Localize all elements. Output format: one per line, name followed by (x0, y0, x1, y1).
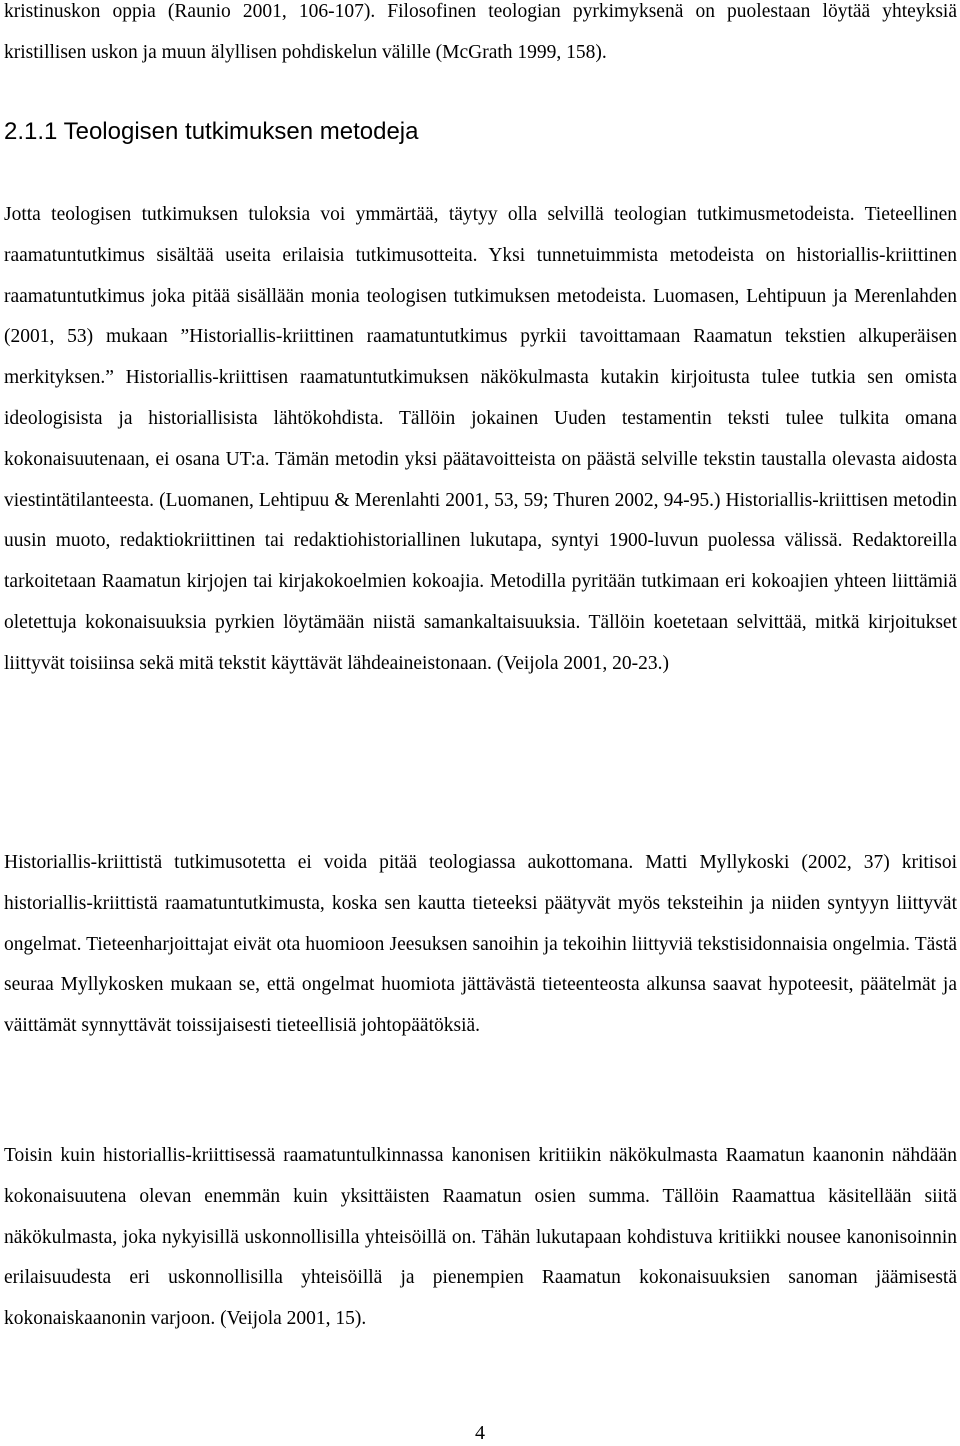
intro-paragraph: kristinuskon oppia (Raunio 2001, 106-107). Filosofinen teologian pyrkimyksenä on puolestaan löytää yhteyksiä kristillisen uskon ja muun älyllisen pohdiskelun välille (McGrath 1999, 158). (4, 1, 957, 63)
body-paragraph-methods: Jotta teologisen tutkimuksen tuloksia voi ymmärtää, täytyy olla selvillä teologian tutkimusmetodeista. Tieteellinen raamatuntutkimus sisältää useita erilaisia tutkimusotteita. Yksi tunnetuimmista metodeista on historiallis-kriittinen raamatuntutkimus joka pitää sisällään monia teologisen tutkimuksen metodeista. Luomasen, Lehtipuun ja Merenlahden (2001, 53) mukaan ”Historiallis-kriittinen raamatuntutkimus pyrkii tavoittamaan Raamatun tekstien alkuperäisen merkityksen.” Historiallis-kriittisen raamatuntutkimuksen näkökulmasta kutakin kirjoitusta tulee tutkia sen omista ideologisista ja historiallisista lähtökohdista. Tällöin jokainen Uuden testamentin teksti tulee tulkita omana kokonaisuutenaan, ei osana UT:a. Tämän metodin yksi päätavoitteista on päästä selville tekstin taustalla olevasta aidosta viestintätilanteesta. (Luomanen, Lehtipuu & Merenlahti 2001, 53, 59; Thuren 2002, 94-95.) Historiallis-kriittisen metodin uusin muoto, redaktiokriittinen tai redaktiohistoriallinen lukutapa, syntyi 1900-luvun puolessa välissä. Redaktoreilla tarkoitetaan Raamatun kirjojen tai kirjakokoelmien kokoajia. Metodilla pyritään tutkimaan eri kokoajien yhteen liittämiä oletettuja kokonaisuuksia pyrkien löytämään niistä samankaltaisuuksia. Tällöin koetetaan selvittää, mitkä kirjoitukset liittyvät toisiinsa sekä mitä tekstit käyttävät lähdeaineistonaan. (Veijola 2001, 20-23.) (4, 204, 957, 674)
section-heading: 2.1.1 Teologisen tutkimuksen metodeja (4, 118, 419, 145)
body-paragraph-critique: Historiallis-kriittistä tutkimusotetta ei voida pitää teologiassa aukottomana. Matti Myllykoski (2002, 37) kritisoi historiallis-kriittistä raamatuntutkimusta, koska sen kautta tieteeksi päätyvät myös teksteihin ja niiden syntyyn liittyvät ongelmat. Tieteenharjoittajat eivät ota huomioon Jeesuksen sanoihin ja tekoihin liittyviä tekstisidonnaisia ongelmia. Tästä seuraa Myllykosken mukaan se, että ongelmat huomiota jättävästä tieteenteosta alkunsa saavat hypoteesit, päätelmät ja väittämät synnyttävät toissijaisesti tieteellisiä johtopäätöksiä. (4, 852, 957, 1037)
body-paragraph-canonical: Toisin kuin historiallis-kriittisessä raamatuntulkinnassa kanonisen kritiikin näkökulmasta Raamatun kaanonin nähdään kokonaisuutena olevan enemmän kuin yksittäisten Raamatun osien summa. Tällöin Raamattua käsitellään siitä näkökulmasta, joka nykyisillä uskonnollisilla yhteisöillä on. Tähän lukutapaan kohdistuva kritiikki nousee kanonisoinnin erilaisuudesta eri uskonnollisilla yhteisöillä ja pienempien Raamatun kokonaisuuksien sanoman jäämisestä kokonaiskaanonin varjoon. (Veijola 2001, 15). (4, 1145, 957, 1330)
page-number: 4 (475, 1422, 485, 1444)
